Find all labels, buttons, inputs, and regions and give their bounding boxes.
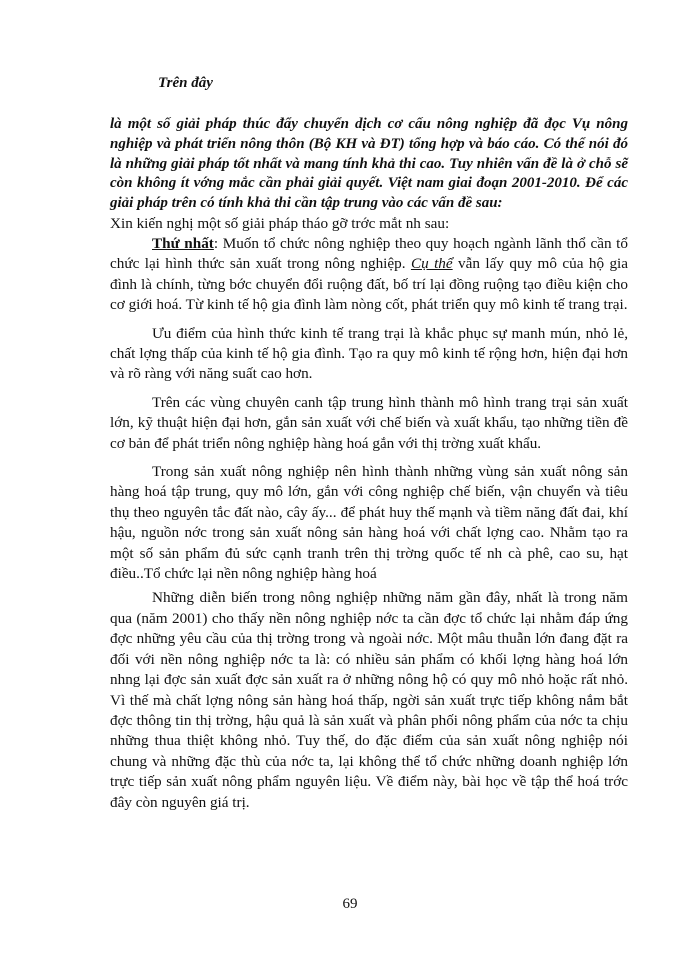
- section-heading: Trên đây: [158, 75, 213, 91]
- page-number: 69: [342, 896, 358, 912]
- intro-paragraph: là một số giải pháp thúc đẩy chuyển dịch cơ cấu nông nghiệp đã đọc Vụ nông nghiệp và phát triển nông thôn (Bộ KH và ĐT) tổng hợp và báo cáo. Có thể nói đó là những giải pháp tốt nhất và mang tính khả thi cao. Tuy nhiên vấn đề là ở chỗ sẽ còn không ít vớng mắc cần phải giải quyết. Việt nam giai đoạn 2001-2010. Để các giải pháp trên có tính khả thi cần tập trung vào các vấn đề sau:: [110, 116, 628, 212]
- lead-sentence: Xin kiến nghị một số giải pháp tháo gỡ trớc mắt nh sau:: [110, 214, 450, 232]
- first-label: Thứ nhất: [152, 234, 214, 252]
- paragraph-commodity-production: Trong sản xuất nông nghiệp nên hình thành những vùng sản xuất nông sản hàng hoá tập trung, quy mô lớn, gắn với công nghiệp chế biến, vận chuyển và tiêu thụ theo nguyên tắc đất nào, cây ấy... để phát huy thế mạnh và tiềm năng đất đai, khí hậu, nguồn nớc trong sản xuất nông sản hàng hoá với chất lợng cao. Nhằm tạo ra một số sản phẩm đủ sức cạnh tranh trên thị trờng quốc tế nh cà phê, cao su, hạt điều..Tổ chức lại nền nông nghiệp hàng hoá: [110, 463, 628, 583]
- specifically-emphasis: Cụ thể: [410, 255, 453, 273]
- paragraph-advantages: Ưu điểm của hình thức kinh tế trang trại là khắc phục sự manh mún, nhỏ lẻ, chất lợng thấp của kinh tế hộ gia đình. Tạo ra quy mô kinh tế rộng hơn, hiện đại hơn và rõ ràng với năng suất cao hơn.: [110, 324, 628, 383]
- first-text-b: vẫn lấy quy mô của hộ gia đình là chính, từng bớc chuyển đổi ruộng đất, bố trí lại đồng ruộng tạo điều kiện cho cơ giới hoá. Từ kinh tế hộ gia đình làm nòng cốt, phát triển quy mô kinh tế trang trại.: [110, 255, 629, 314]
- paragraph-specialized-areas: Trên các vùng chuyên canh tập trung hình thành mô hình trang trại sản xuất lớn, kỹ thuật hiện đại hơn, gắn sản xuất với chế biến và xuất khẩu, tạo những tiền đề cơ bản để phát triển nông nghiệp hàng hoá gắn với thị trờng xuất khẩu.: [110, 393, 628, 452]
- paragraph-first: [110, 234, 628, 316]
- paragraph-recent-developments: Những diễn biến trong nông nghiệp những năm gần đây, nhất là trong năm qua (năm 2001) cho thấy nền nông nghiệp nớc ta cần đợc tổ chức lại nhằm đáp ứng đợc những yêu cầu của thị trờng trong và ngoài nớc. Một mâu thuẫn lớn đang đặt ra đối với nền nông nghiệp nớc ta là: có nhiều sản phẩm có khối lợng hàng hoá lớn nhng lại đợc sản xuất đợc sản xuất ra ở những nông hộ có quy mô nhỏ hoặc rất nhỏ. Vì thế mà chất lợng nông sản hàng hoá thấp, ngời sản xuất trực tiếp không nắm bắt đợc thông tin thị trờng, hậu quả là sản xuất và phân phối nông phẩm của nớc ta chịu những thua thiệt không nhỏ. Tuy thế, do đặc điểm của sản xuất nông nghiệp nói chung và những đặc thù của nớc ta, lại không thể tổ chức những doanh nghiệp lớn trực tiếp sản xuất nông phẩm nguyên liệu. Về điểm này, bài học về tập thể hoá trớc đây còn nguyên giá trị.: [110, 589, 628, 811]
- document-body: [110, 74, 628, 821]
- first-text-a: : Muốn tổ chức nông nghiệp theo quy hoạch ngành lãnh thổ cần tổ chức lại hình thức sản xuất trong nông nghiệp.: [110, 234, 628, 273]
